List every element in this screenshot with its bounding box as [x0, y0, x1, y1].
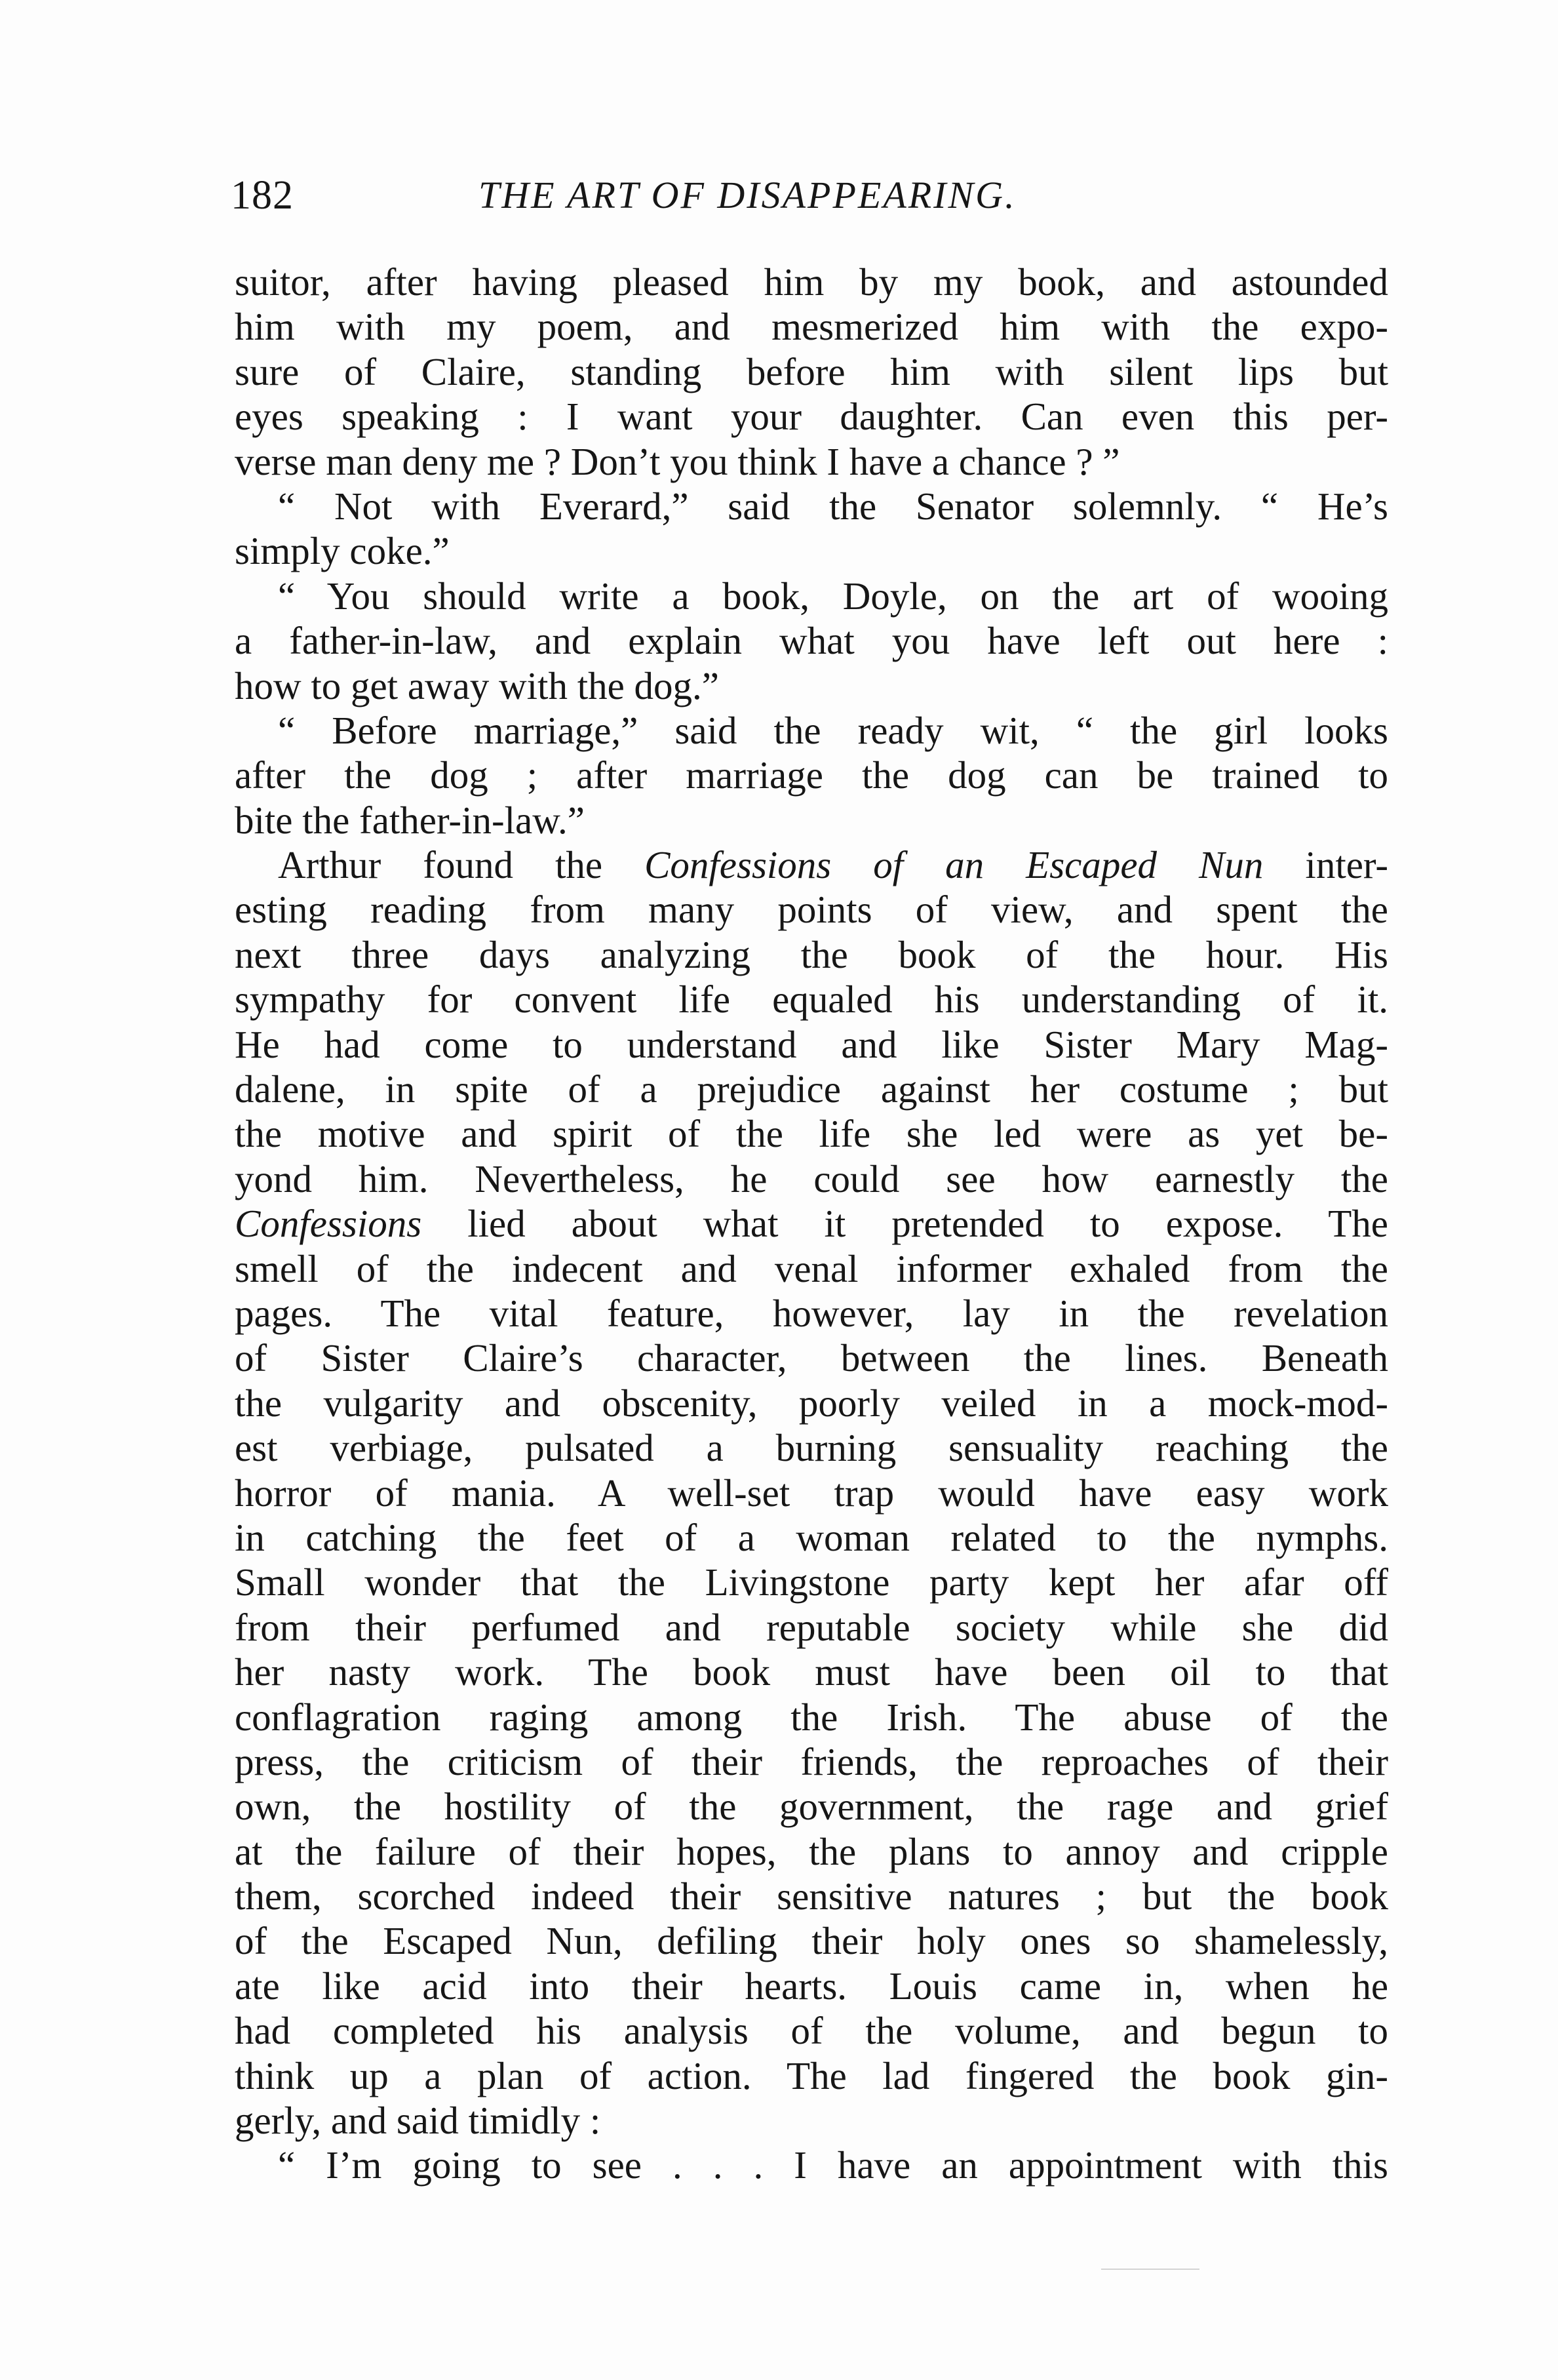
text-line: the vulgarity and obscenity, poorly veiled in a mock-mod- — [235, 1381, 1388, 1425]
text-line: “ I’m going to see . . . I have an appointment with this — [278, 2143, 1388, 2187]
text-line: from their perfumed and reputable society while she did — [235, 1605, 1388, 1649]
text-line: suitor, after having pleased him by my book, and astounded — [235, 260, 1388, 304]
text-line: Small wonder that the Livingstone party kept her afar off — [235, 1560, 1388, 1604]
text-line: sympathy for convent life equaled his understanding of it. — [235, 978, 1388, 1021]
text-line: at the failure of their hopes, the plans to annoy and cripple — [235, 1829, 1388, 1873]
text-run: Arthur found the — [278, 843, 603, 887]
text-line: them, scorched indeed their sensitive natures ; but the book — [235, 1874, 1388, 1918]
text-line: of the Escaped Nun, defiling their holy ones so shamelessly, — [235, 1919, 1388, 1963]
text-line: He had come to understand and like Sister Mary Mag- — [235, 1022, 1388, 1066]
text-line — [235, 1201, 1388, 1246]
text-line: est verbiage, pulsated a burning sensuality reaching the — [235, 1426, 1388, 1470]
text-line: in catching the feet of a woman related to the nymphs. — [235, 1515, 1388, 1559]
text-line: after the dog ; after marriage the dog can be trained to — [235, 753, 1388, 797]
book-title: Confessions of an Escaped Nun — [644, 843, 1264, 887]
text-line: a father-in-law, and explain what you have left out here : — [235, 619, 1388, 663]
text-line: sure of Claire, standing before him with silent lips but — [235, 349, 1388, 393]
text-line: had completed his analysis of the volume, and begun to — [235, 2009, 1388, 2053]
text-line: own, the hostility of the government, the rage and grief — [235, 1785, 1388, 1829]
text-run: inter- — [1263, 843, 1388, 887]
text-line: simply coke.” — [235, 529, 450, 573]
text-line: conflagration raging among the Irish. The abuse of the — [235, 1695, 1388, 1739]
text-line: “ You should write a book, Doyle, on the art of wooing — [278, 574, 1388, 618]
text-line: “ Before marriage,” said the ready wit, “ the girl looks — [278, 708, 1388, 752]
text-run: lied about what it pretended to expose. The — [421, 1202, 1388, 1246]
body-text — [235, 260, 1388, 2188]
text-line: gerly, and said timidly : — [235, 2099, 601, 2143]
text-line: of Sister Claire’s character, between the lines. Beneath — [235, 1336, 1388, 1380]
text-line: eyes speaking : I want your daughter. Can even this per- — [235, 395, 1388, 439]
text-line: pages. The vital feature, however, lay in the revelation — [235, 1291, 1388, 1335]
text-line: bite the father-in-law.” — [235, 798, 585, 842]
page-number: 182 — [231, 173, 294, 218]
text-line: ate like acid into their hearts. Louis came in, when he — [235, 1964, 1388, 2008]
text-line: her nasty work. The book must have been oil to that — [235, 1650, 1388, 1694]
page-header — [231, 169, 1397, 222]
text-line: verse man deny me ? Don’t you think I have a chance ? ” — [235, 439, 1120, 483]
text-line — [235, 843, 1388, 887]
running-title: THE ART OF DISAPPEARING. — [478, 174, 1017, 216]
text-line: next three days analyzing the book of the hour. His — [235, 932, 1388, 976]
text-line: press, the criticism of their friends, the reproaches of their — [235, 1739, 1388, 1783]
text-line: horror of mania. A well-set trap would have easy work — [235, 1471, 1388, 1515]
text-line: esting reading from many points of view, and spent the — [235, 888, 1388, 932]
text-line: yond him. Nevertheless, he could see how earnestly the — [235, 1157, 1388, 1200]
text-line: “ Not with Everard,” said the Senator solemnly. “ He’s — [278, 484, 1388, 528]
book-title: Confessions — [235, 1202, 422, 1246]
text-line: dalene, in spite of a prejudice against her costume ; but — [235, 1067, 1388, 1111]
text-line: the motive and spirit of the life she led were as yet be- — [235, 1112, 1388, 1156]
page-mark — [1101, 2269, 1199, 2270]
text-line: think up a plan of action. The lad fingered the book gin- — [235, 2053, 1388, 2097]
text-line: how to get away with the dog.” — [235, 664, 719, 707]
text-line: him with my poem, and mesmerized him with the expo- — [235, 305, 1388, 349]
text-line: smell of the indecent and venal informer exhaled from the — [235, 1246, 1388, 1290]
